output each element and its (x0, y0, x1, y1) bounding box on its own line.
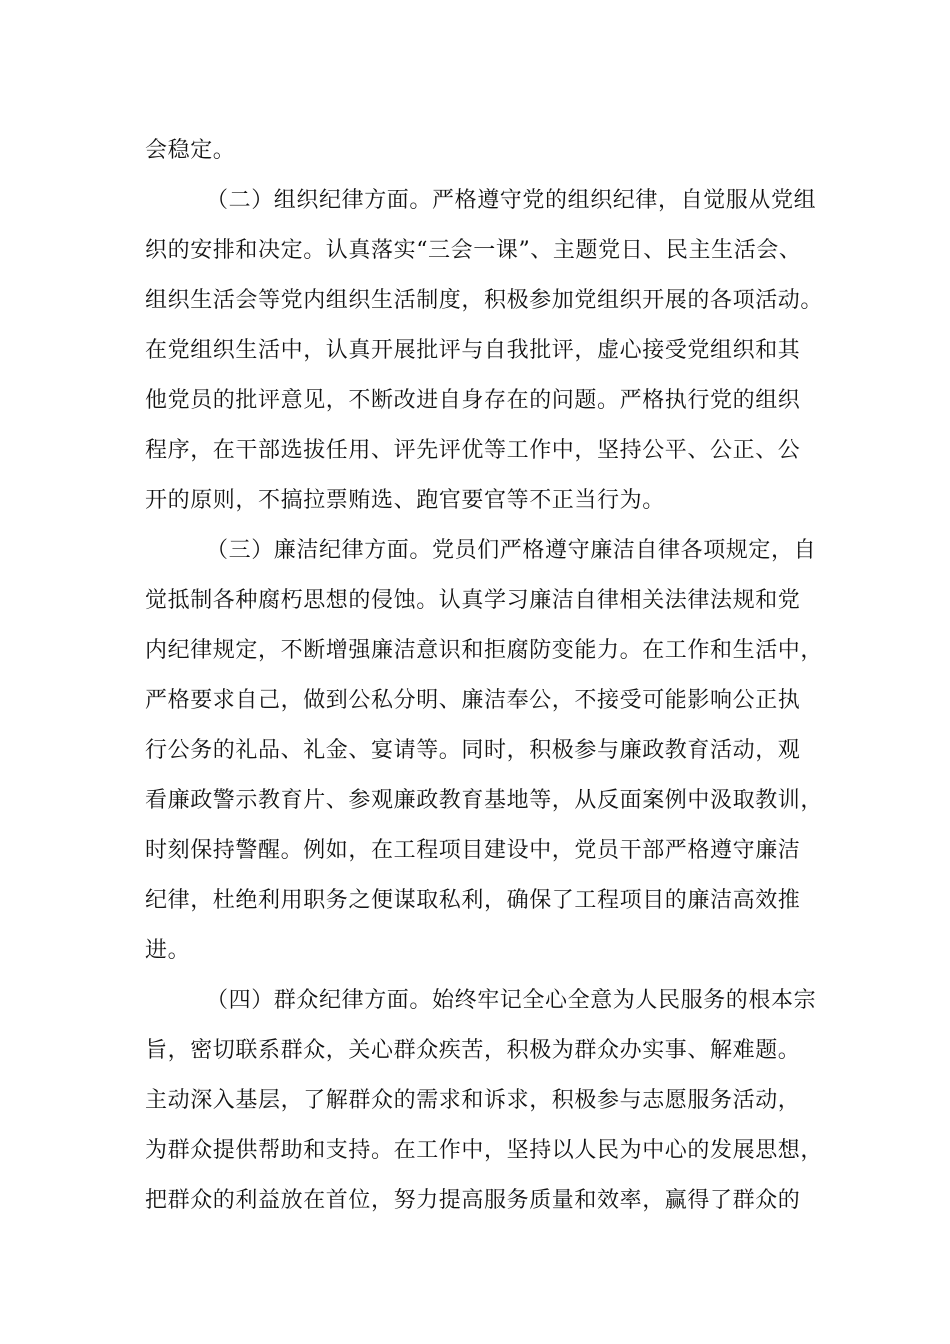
text-line-8: 开的原则，不搞拉票贿选、跑官要官等不正当行为。 (145, 488, 665, 513)
text-line-13: 行公务的礼品、礼金、宴请等。同时，积极参与廉政教育活动，观 (145, 738, 801, 763)
text-line-10: 觉抵制各种腐朽思想的侵蚀。认真学习廉洁自律相关法律法规和党 (145, 588, 801, 613)
text-line-22: 把群众的利益放在首位，努力提高服务质量和效率，赢得了群众的 (145, 1188, 801, 1213)
text-line-3: 织的安排和决定。认真落实“三会一课”、主题党日、民主生活会、 (145, 238, 802, 263)
text-line-5: 在党组织生活中，认真开展批评与自我批评，虚心接受党组织和其 (145, 338, 801, 363)
text-line-19: 旨，密切联系群众，关心群众疾苦，积极为群众办实事、解难题。 (145, 1038, 801, 1063)
text-line-1: 会稳定。 (145, 138, 236, 163)
section-3-heading-line: （三）廉洁纪律方面。党员们严格遵守廉洁自律各项规定，自 (206, 538, 817, 563)
text-line-14: 看廉政警示教育片、参观廉政教育基地等，从反面案例中汲取教训， (145, 788, 824, 813)
text-line-16: 纪律，杜绝利用职务之便谋取私利，确保了工程项目的廉洁高效推 (145, 888, 801, 913)
text-line-4: 组织生活会等党内组织生活制度，积极参加党组织开展的各项活动。 (145, 288, 824, 313)
section-2-heading-line: （二）组织纪律方面。严格遵守党的组织纪律，自觉服从党组 (206, 188, 817, 213)
text-line-6: 他党员的批评意见，不断改进自身存在的问题。严格执行党的组织 (145, 388, 801, 413)
text-line-15: 时刻保持警醒。例如，在工程项目建设中，党员干部严格遵守廉洁 (145, 838, 801, 863)
text-line-21: 为群众提供帮助和支持。在工作中，坚持以人民为中心的发展思想， (145, 1138, 824, 1163)
text-line-17: 进。 (145, 938, 191, 963)
text-line-11: 内纪律规定，不断增强廉洁意识和拒腐防变能力。在工作和生活中， (145, 638, 824, 663)
text-line-20: 主动深入基层，了解群众的需求和诉求，积极参与志愿服务活动， (145, 1088, 801, 1113)
text-line-7: 程序，在干部选拔任用、评先评优等工作中，坚持公平、公正、公 (145, 438, 801, 463)
text-line-12: 严格要求自己，做到公私分明、廉洁奉公，不接受可能影响公正执 (145, 688, 801, 713)
section-4-heading-line: （四）群众纪律方面。始终牢记全心全意为人民服务的根本宗 (206, 988, 817, 1013)
